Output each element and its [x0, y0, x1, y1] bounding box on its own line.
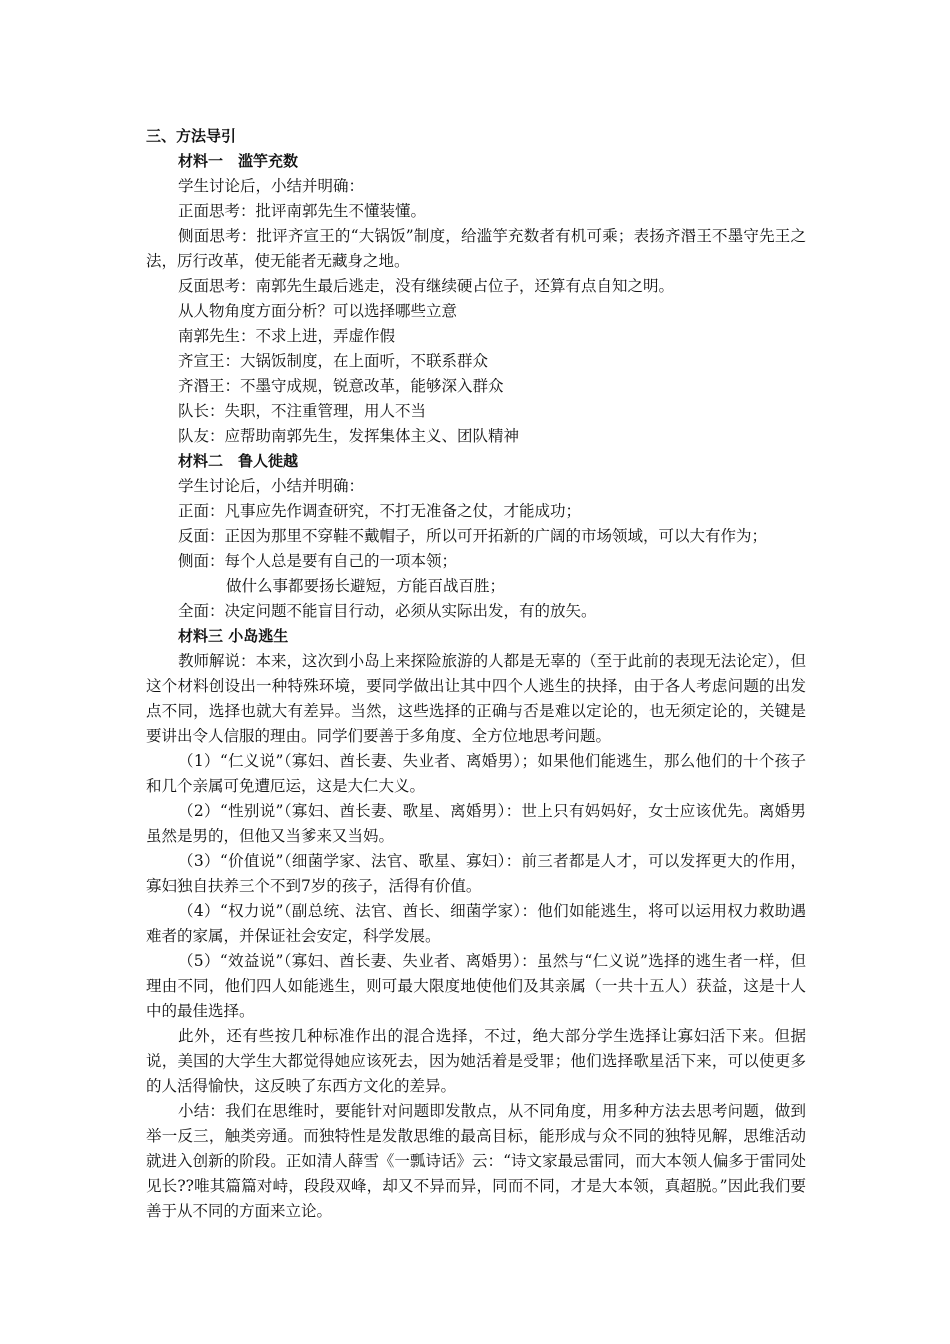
m3-paragraph-2: （1）“仁义说”（寡妇、酋长妻、失业者、离婚男）；如果他们能逃生，那么他们的十个孩子和几个亲属可免遭厄运，这是大仁大义。: [146, 752, 806, 795]
m1-line-3: 反面思考：南郭先生最后逃走，没有继续硬占位子，还算有点自知之明。: [178, 277, 675, 295]
m1-side-paragraph: 侧面思考：批评齐宣王的“大锅饭”制度，给滥竽充数者有机可乘；表扬齐湣王不墨守先王之法，厉行改革，使无能者无藏身之地。: [146, 227, 806, 270]
material-1-title: 材料一 滥竽充数: [178, 152, 299, 170]
m3-paragraph-1: 教师解说：本来，这次到小岛上来探险旅游的人都是无辜的（至于此前的表现无法论定），但这个材料创设出一种特殊环境，要同学做出让其中四个人逃生的抉择，由于各人考虑问题的出发点不同，选择也就大有差异。当然，这些选择的正确与否是难以定论的，也无须定论的，关键是要讲出令人信服的理由。同学们要善于多角度、全方位地思考问题。: [146, 652, 806, 745]
m3-paragraph-5: （4）“权力说”（副总统、法官、酋长、细菌学家）：他们如能逃生，将可以运用权力救助遇难者的家属，并保证社会安定，科学发展。: [146, 902, 806, 945]
m3-paragraph-7: 此外，还有些按几种标准作出的混合选择，不过，绝大部分学生选择让寡妇活下来。但据说，美国的大学生大都觉得她应该死去，因为她活着是受罪；他们选择歌星活下来，可以使更多的人活得愉快，这反映了东西方文化的差异。: [146, 1027, 806, 1095]
m1-line-5: 南郭先生：不求上进，弄虚作假: [178, 327, 396, 345]
m1-line-4: 从人物角度方面分析？可以选择哪些立意: [178, 302, 458, 320]
m1-line-1: 学生讨论后，小结并明确：: [178, 177, 365, 195]
material-2-title: 材料二 鲁人徙越: [178, 452, 299, 470]
m1-line-7: 齐湣王：不墨守成规，锐意改革，能够深入群众: [178, 377, 504, 395]
m3-paragraph-8: 小结：我们在思维时，要能针对问题即发散点，从不同角度，用多种方法去思考问题，做到举一反三，触类旁通。而独特性是发散思维的最高目标，能形成与众不同的独特见解，思维活动就进入创新的阶段。正如清人薛雪《一瓢诗话》云：“诗文家最忌雷同，而大本领人偏多于雷同处见长??唯其篇篇对峙，段段双峰，却又不异而异，同而不同，才是大本领，真超脱。”因此我们要善于从不同的方面来立论。: [146, 1102, 806, 1220]
m1-line-8: 队长：失职，不注重管理，用人不当: [178, 402, 427, 420]
m1-line-9: 队友：应帮助南郭先生，发挥集体主义、团队精神: [178, 427, 520, 445]
m1-line-6: 齐宣王：大锅饭制度，在上面听，不联系群众: [178, 352, 489, 370]
m2-line-5: 做什么事都要扬长避短，方能百战百胜；: [226, 577, 506, 595]
document-page: [146, 124, 806, 1224]
m2-line-1: 学生讨论后，小结并明确：: [178, 477, 365, 495]
m2-line-3: 反面：正因为那里不穿鞋不戴帽子，所以可开拓新的广阔的市场领域，可以大有作为；: [178, 527, 768, 545]
m1-line-2: 正面思考：批评南郭先生不懂装懂。: [178, 202, 427, 220]
m2-line-6: 全面：决定问题不能盲目行动，必须从实际出发，有的放矢。: [178, 602, 597, 620]
m3-paragraph-3: （2）“性别说”（寡妇、酋长妻、歌星、离婚男）：世上只有妈妈好，女士应该优先。离婚男虽然是男的，但他又当爹来又当妈。: [146, 802, 806, 845]
material-3-title: 材料三 小岛逃生: [178, 627, 289, 645]
m3-paragraph-6: （5）“效益说”（寡妇、酋长妻、失业者、离婚男）：虽然与“仁义说”选择的逃生者一样，但理由不同，他们四人如能逃生，则可最大限度地使他们及其亲属（一共十五人）获益，这是十人中的最佳选择。: [146, 952, 806, 1020]
m2-line-4: 侧面：每个人总是要有自己的一项本领；: [178, 552, 458, 570]
m2-line-2: 正面：凡事应先作调查研究，不打无准备之仗，才能成功；: [178, 502, 582, 520]
section-title: 三、方法导引: [146, 127, 237, 145]
m3-paragraph-4: （3）“价值说”（细菌学家、法官、歌星、寡妇）：前三者都是人才，可以发挥更大的作用，寡妇独自扶养三个不到7岁的孩子，活得有价值。: [146, 852, 806, 895]
